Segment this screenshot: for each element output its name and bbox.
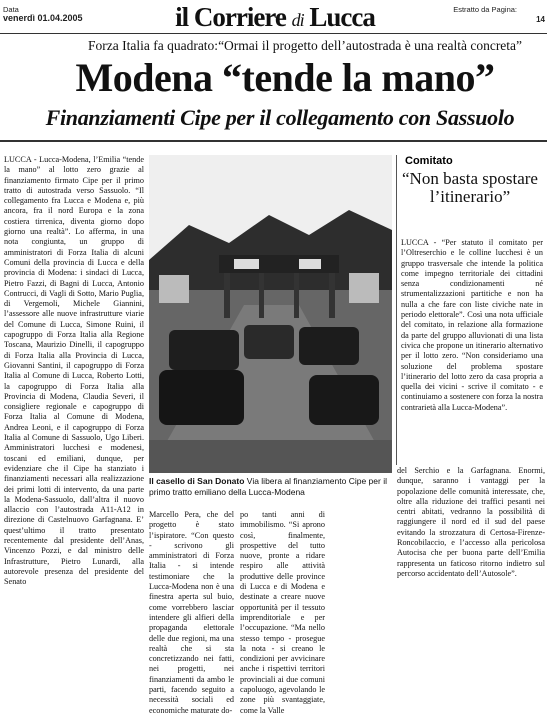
caption-text: Via libera al finanziamento Cipe per il primo tratto emiliano della Lucca-Modena xyxy=(149,476,387,497)
article-column-1: LUCCA - Lucca-Modena, l’Emilia “tende la mano” al lotto zero grazie al finanziamento firmato Cipe per il primo tratto di autostrada verso Sassuolo. “Il collegamento fra Lucca e Modena e, più ancora, fra il nord Europa e la zona costiera tirrenica, diventa giorno dopo giorno una realtà”. Lo afferma, in una nota congiunta, un gruppo di amministratori di Forza Italia di alcuni Comuni della provincia di Lucca e della provincia di Modena: i sindaci di Lucca, Pietro Fazzi, di Bagni di Lucca, Antonio Contrucci, di Vagli di Sotto, Mario Puglia, di Vergemoli, Michele Giannini, l’assessore alle nuove infrastrutture viarie del Comune di Lucca, Simone Ruini, il capogruppo di Forza Italia alla Regione Toscana, Maurizio Dinelli, il capogruppo di Forza Italia alla Provincia di Lucca, Giovanni Santini, il capogruppo di Forza Italia al Comune di Lucca, Roberto Lotti, la capogruppo di Forza Italia alla Provincia di Modena, Claudia Severi, il consigliere regionale e capogruppo di Forza Italia al Comune di Modena, Andrea Leoni, e il capogruppo di Forza Italia al Comune di Sassuolo, Ugo Liberi. Amministratori lucchesi e modenesi, toscani ed emiliani, dunque, per evidenziare che il Cipe ha stanziato i finanziamenti necessari alla realizzazione dei primi lotti di intervento, da una parte la Modena-Sassuolo, dall’altra il nuovo allaccio con l’autostrada A11-A12 in direzione di Castelnuovo Garfagnana. E’ quest’ultimo il tratto presentato recentemente dal presidente dell’Anas, Vincenzo Pozzi, e dal ministro delle Infrastrutture, Pietro Lunardi, alla autorevole presenza del presidente del Senato xyxy=(4,155,144,587)
toll-booth-photo xyxy=(149,155,392,473)
date-value: venerdì 01.04.2005 xyxy=(3,13,83,23)
header-date xyxy=(3,5,83,23)
masthead-part1: il Corriere xyxy=(175,2,286,32)
article-column-2: Marcello Pera, che del progetto è stato l’ispiratore. “Con questo - scrivono gli amministratori di Forza Italia - si intende testimoniare che la Lucca-Modena non è una finestra aperta sul buio, come vorrebbero lasciar intendere gli alfieri della propaganda elettorale delle due regioni, ma una realtà che si sta concretizzando nei fatti, nei progetti, nei finanziamenti da ambo le parti, facendo seguito a necessità sociali ed economiche maturate do- xyxy=(149,510,234,715)
article-column-3: po tanti anni di immobilismo. “Si aprono così, finalmente, prospettive del tutto nuove, pronte a ridare respiro alle attività produttive delle province di Lucca e di Modena e destinate a creare nuove opportunità per il tessuto imprenditoriale e per l’occupazione. “Ma nello stesso tempo - prosegue la nota - si creano le condizioni per avvicinare anche i rispettivi territori provinciali ai due comuni capoluogo, agevolando le zone più svantaggiate, come la Valle xyxy=(240,510,325,715)
photo-illustration xyxy=(149,155,392,473)
newspaper-masthead xyxy=(150,0,400,37)
article-subheadline: Finanziamenti Cipe per il collegamento con Sassuolo xyxy=(45,105,515,130)
header-rule xyxy=(0,33,547,34)
article-column-4: del Serchio e la Garfagnana. Enormi, dunque, saranno i vantaggi per la popolazione delle comunità interessate, che, oltre alla riduzione dei traffici pesanti nei centri abitati, vedranno la possibilità di raggiungere il nord ed il sud del paese evitando la strozzatura di Certosa-Firenze-Roncobilaccio, e l’accesso alla pericolosa Autocisa che per buona parte dell’Emilia rappresenta un faticoso ritorno indietro sul percorso accidentato dell’Autosole”. xyxy=(397,466,545,578)
masthead-part3: Lucca xyxy=(309,2,375,32)
sidebar-label: Comitato xyxy=(405,155,453,167)
sidebar-rule xyxy=(396,155,397,465)
article-headline: Modena “tende la mano” xyxy=(75,55,495,100)
sidebar-body: LUCCA - “Per statuto il comitato per l’Oltreserchio e le colline lucchesi è un gruppo trasversale che intende la politica come impegno territoriale dei cittadini senza condizionamenti né strumentalizzazioni partitiche e non ha nulla a che fare con liste civiche nate in periodo elettorale”. Così una nota ufficiale del comitato, in relazione alla formazione da parte del gruppo alluvionati di una lista civica che propone un itinerario alternativo per il lotto zero. “Non consideriamo una soluzione del problema spostare l’itinerario del lotto zero da casa propria a quella dei vicini - scrive il comitato - e continuiamo a sostenere con forza la nostra contrarietà alla Lucca-Modena”. xyxy=(401,238,543,412)
date-label: Data xyxy=(3,5,19,14)
photo-caption xyxy=(149,476,394,498)
masthead-part2: di xyxy=(291,10,304,30)
headline-rule xyxy=(0,140,547,142)
sidebar-title: “Non basta spostare l’itinerario” xyxy=(402,169,538,206)
page-number: 14 xyxy=(536,15,545,24)
estratto-label: Estratto da Pagina: xyxy=(453,5,517,14)
caption-bold: Il casello di San Donato xyxy=(149,476,245,486)
article-kicker: Forza Italia fa quadrato:“Ormai il progetto dell’autostrada è una realtà concreta” xyxy=(88,38,523,53)
